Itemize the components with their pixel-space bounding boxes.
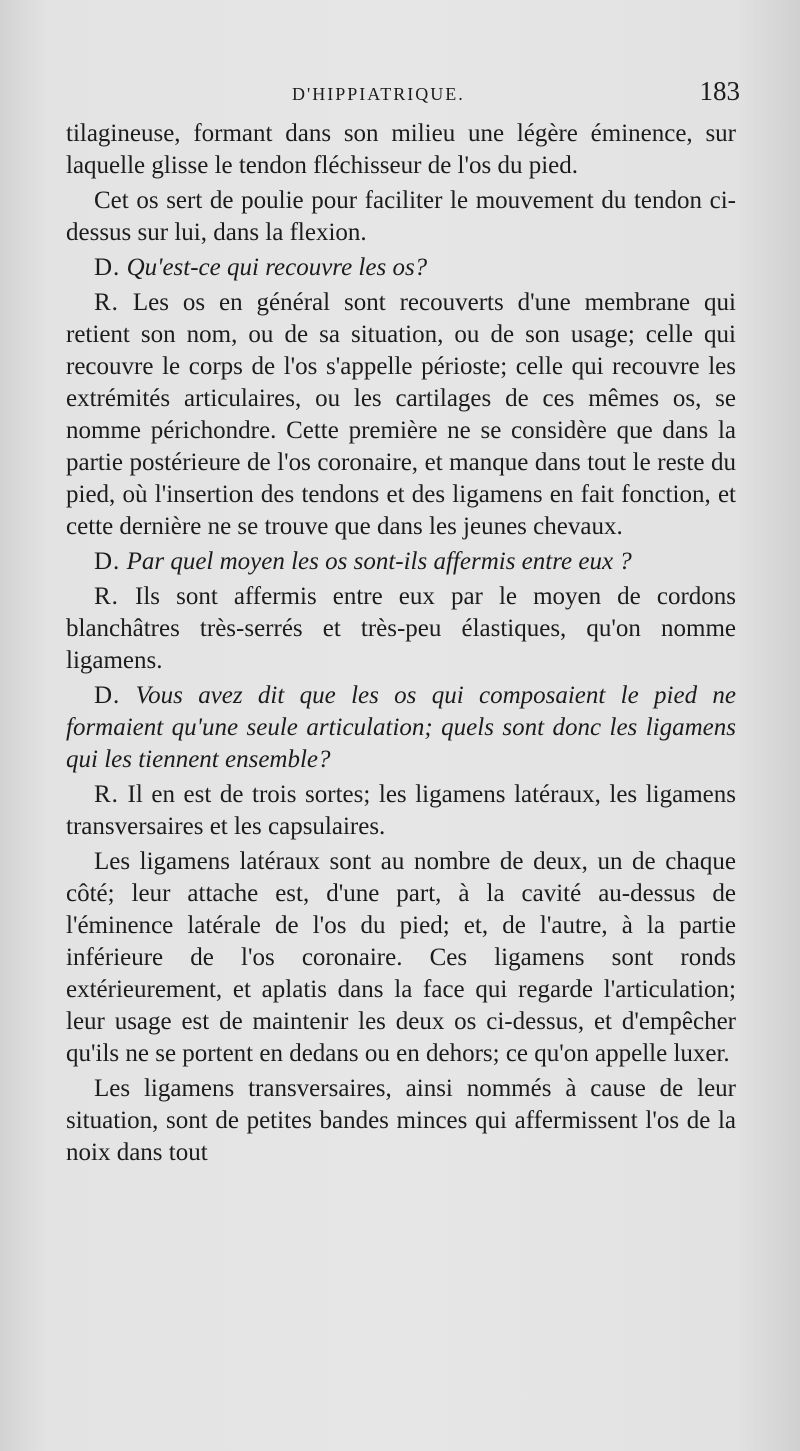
paragraph — [66, 1073, 736, 1169]
question-paragraph — [66, 546, 736, 578]
page-header — [60, 76, 740, 116]
answer-paragraph — [66, 779, 736, 843]
page-body — [66, 118, 736, 1172]
question-lead: D. — [94, 548, 121, 575]
paragraph-text: tilagineuse, formant dans son milieu une légère éminence, sur laquelle glisse le tendon fléchisseur de l'os du pied. — [66, 120, 736, 179]
answer-text: Ils sont affermis entre eux par le moyen de cordons blanchâtres très-serrés et très-peu élastiques, qu'on nomme ligamens. — [66, 583, 736, 674]
paragraph-text: Les ligamens latéraux sont au nombre de deux, un de chaque côté; leur attache est, d'une part, à la cavité au-dessus de l'éminence latérale de l'os du pied; et, de l'autre, à la partie inférieure de l'os coronaire. Ces ligamens sont ronds extérieurement, et aplatis dans la face qui regarde l'articulation; leur usage est de maintenir les deux os ci-dessus, et d'empêcher qu'ils ne se portent en dedans ou en dehors; ce qu'on appelle luxer. — [66, 848, 736, 1067]
answer-text: Il en est de trois sortes; les ligamens latéraux, les ligamens transversaires et les capsulaires. — [66, 781, 736, 840]
running-head: D'HIPPIATRIQUE. — [292, 84, 465, 104]
answer-lead: R. — [94, 781, 119, 808]
question-lead: D. — [94, 254, 121, 281]
answer-paragraph — [66, 287, 736, 543]
question-text: Qu'est-ce qui recouvre les os? — [126, 254, 428, 281]
question-paragraph — [66, 680, 736, 776]
question-text: Par quel moyen les os sont-ils affermis entre eux ? — [126, 548, 632, 575]
answer-text: Les os en général sont recouverts d'une membrane qui retient son nom, ou de sa situation, ou de son usage; celle qui recouvre le corps de l'os s'appelle périoste; celle qui recouvre les extrémités articulaires, ou les cartilages de ces mêmes os, se nomme périchondre. Cette première ne se considère que dans la partie postérieure de l'os coronaire, et manque dans tout le reste du pied, où l'insertion des tendons et des ligamens en fait fonction, et cette dernière ne se trouve que dans les jeunes chevaux. — [66, 289, 737, 540]
answer-lead: R. — [94, 583, 119, 610]
question-paragraph — [66, 252, 736, 284]
paragraph-continuation — [66, 118, 736, 182]
paragraph — [66, 185, 736, 249]
paragraph-text: Les ligamens transversaires, ainsi nommés à cause de leur situation, sont de petites bandes minces qui affermissent l'os de la noix dans tout — [66, 1075, 736, 1166]
question-text: Vous avez dit que les os qui composaient le pied ne formaient qu'une seule articulation; quels sont donc les ligamens qui les tiennent ensemble? — [66, 682, 736, 773]
question-lead: D. — [94, 682, 121, 709]
paragraph — [66, 846, 736, 1070]
answer-lead: R. — [94, 289, 119, 316]
paragraph-text: Cet os sert de poulie pour faciliter le mouvement du tendon ci-dessus sur lui, dans la flexion. — [66, 187, 736, 246]
answer-paragraph — [66, 581, 736, 677]
page-number: 183 — [699, 76, 740, 106]
